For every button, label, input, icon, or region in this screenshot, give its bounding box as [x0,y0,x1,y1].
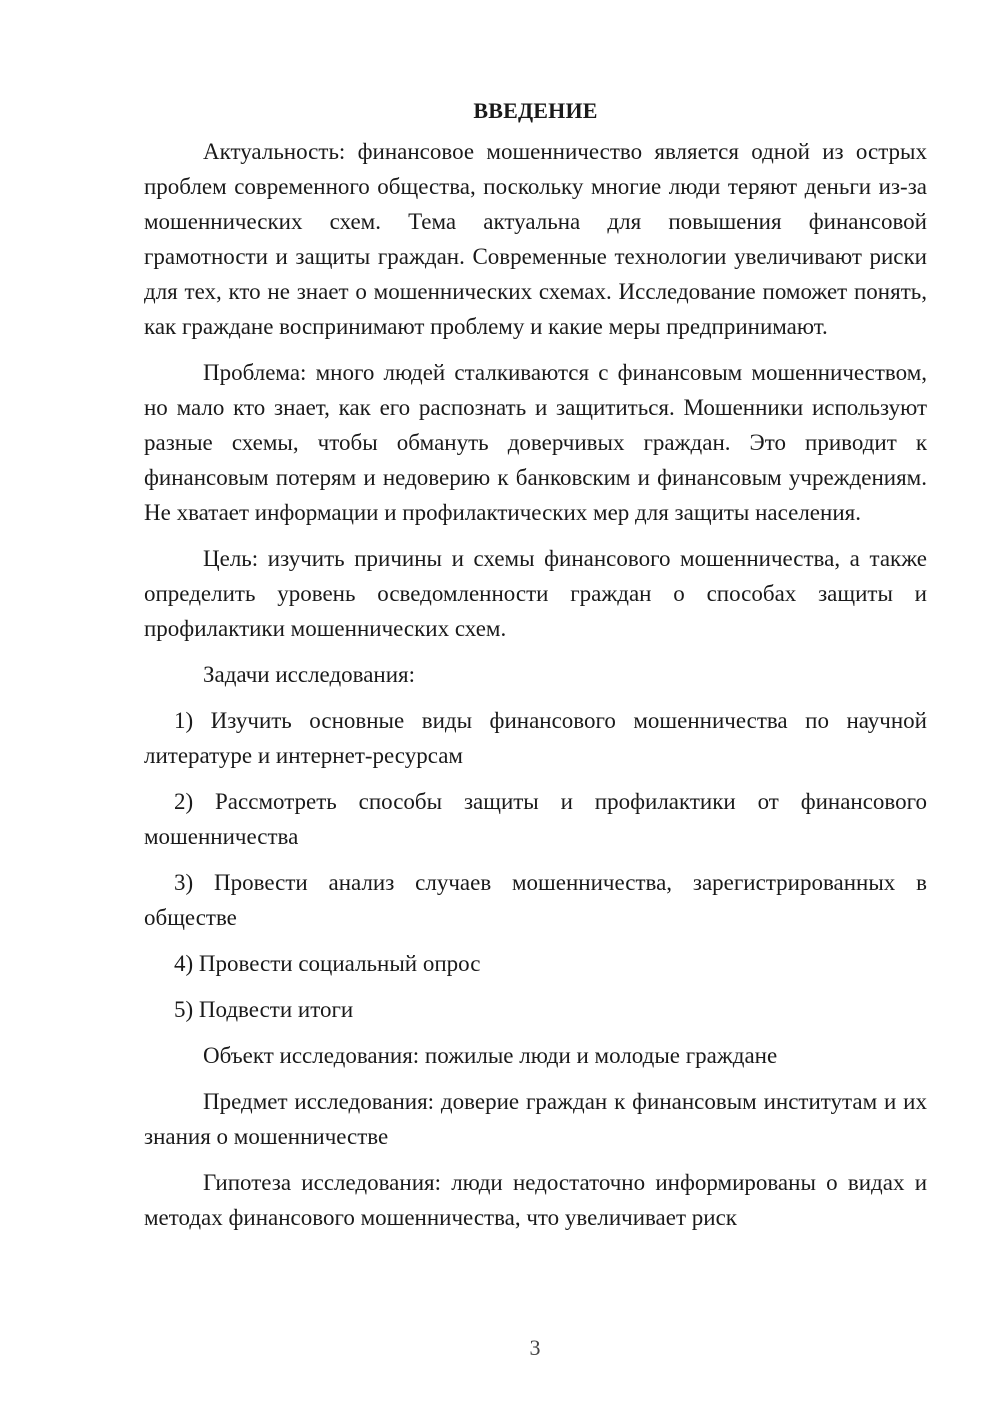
object-paragraph: Объект исследования: пожилые люди и молодые граждане [203,1043,778,1068]
page-number: 3 [529,1335,541,1360]
goal-paragraph: Цель: изучить причины и схемы финансового мошенничества, а также определить уровень осведомленности граждан о способах защиты и профилактики мошеннических схем. [144,546,927,641]
tasks-heading: Задачи исследования: [203,662,416,687]
section-title: ВВЕДЕНИЕ [473,98,598,123]
task-item: 4) Провести социальный опрос [174,951,481,976]
subject-paragraph: Предмет исследования: доверие граждан к финансовым институтам и их знания о мошенничестве [144,1089,927,1149]
task-item: 3) Провести анализ случаев мошенничества, зарегистрированных в обществе [144,870,927,930]
page-content [144,93,927,1246]
hypothesis-paragraph: Гипотеза исследования: люди недостаточно информированы о видах и методах финансового мошенничества, что увеличивает риск [144,1170,927,1230]
task-item: 2) Рассмотреть способы защиты и профилактики от финансового мошенничества [144,789,927,849]
problem-paragraph: Проблема: много людей сталкиваются с финансовым мошенничеством, но мало кто знает, как его распознать и защититься. Мошенники используют разные схемы, чтобы обмануть доверчивых граждан. Это приводит к финансовым потерям и недоверию к банковским и финансовым учреждениям. Не хватает информации и профилактических мер для защиты населения. [144,360,927,525]
relevance-paragraph: Актуальность: финансовое мошенничество является одной из острых проблем современного общества, поскольку многие люди теряют деньги из-за мошеннических схем. Тема актуальна для повышения финансовой грамотности и защиты граждан. Современные технологии увеличивают риски для тех, кто не знает о мошеннических схемах. Исследование поможет понять, как граждане воспринимают проблему и какие меры предпринимают. [144,139,927,339]
task-item: 1) Изучить основные виды финансового мошенничества по научной литературе и интернет-ресурсам [144,708,927,768]
task-item: 5) Подвести итоги [174,997,354,1022]
